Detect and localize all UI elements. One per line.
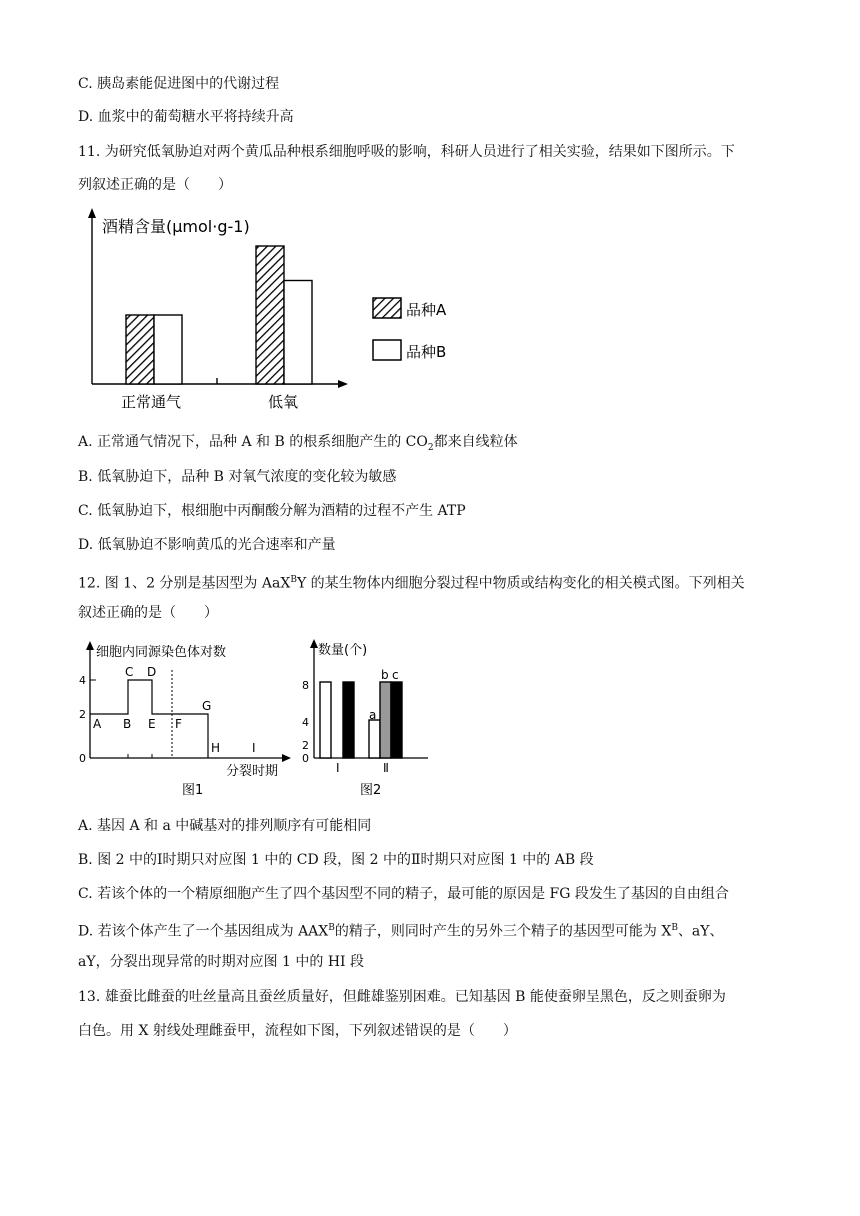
x-label-i: Ⅰ [336, 761, 340, 775]
bar-c-period-1 [343, 682, 354, 758]
figure-1-caption: 图1 [182, 783, 204, 798]
x-axis-arrow [338, 380, 348, 388]
y-axis-arrow [88, 208, 96, 218]
figure-2 [300, 636, 436, 802]
q12-option-c: C. 若该个体的一个精原细胞产生了四个基因型不同的精子，最可能的原因是 FG 段发生了基因的自由组合 [78, 886, 729, 902]
seg-b: B [123, 717, 132, 731]
q11-figure [86, 206, 486, 416]
x-label-normal: 正常通气 [121, 393, 182, 411]
x-label-hypoxia: 低氧 [268, 393, 299, 411]
legend-swatch-b [373, 340, 401, 360]
bar-a-period-2 [369, 720, 380, 758]
question-11-stem-cont: 列叙述正确的是（ ） [78, 177, 232, 193]
q12-option-d-cont: aY，分裂出现异常的时期对应图 1 中的 HI 段 [78, 954, 365, 970]
q12-option-d: D. 若该个体产生了一个基因组成为 $AAX^B$的精子，则同时产生的另外三个精子的基因型可能为 $X^B$、aY、 [78, 923, 724, 940]
bar-variety-a-normal [126, 315, 154, 384]
q11-option-d: D. 低氧胁迫不影响黄瓜的光合速率和产量 [78, 537, 336, 553]
legend-label-b: 品种B [406, 343, 447, 361]
y-tick-0: 0 [302, 752, 309, 765]
option-c-prev: C. 胰岛素能促进图中的代谢过程 [78, 76, 280, 92]
y-tick-2: 2 [79, 708, 86, 721]
bar-b-period-2 [380, 682, 391, 758]
y-axis-label: 数量(个) [318, 643, 368, 658]
alcohol-bar-chart [86, 206, 486, 416]
x-axis-arrow [282, 754, 291, 762]
figure-2-caption: 图2 [360, 783, 382, 798]
y-axis-arrow [86, 641, 94, 650]
bar-a-period-1 [320, 682, 331, 758]
question-12-stem-cont: 叙述正确的是（ ） [78, 605, 218, 621]
legend-swatch-a [373, 298, 401, 318]
y-tick-2: 2 [302, 739, 309, 752]
seg-h: H [211, 741, 221, 755]
q12-option-b: B. 图 2 中的Ⅰ时期只对应图 1 中的 CD 段，图 2 中的Ⅱ时期只对应图 1 中的 AB 段 [78, 852, 594, 868]
seg-c: C [125, 665, 134, 679]
x-label-ii: Ⅱ [383, 761, 389, 775]
q11-option-b: B. 低氧胁迫下，品种 B 对氧气浓度的变化较为敏感 [78, 469, 397, 485]
seg-f: F [175, 717, 182, 731]
y-tick-8: 8 [302, 679, 309, 692]
q11-option-a: A. 正常通气情况下，品种 A 和 B 的根系细胞产生的 $CO_2$都来自线粒体 [78, 434, 518, 453]
y-axis-label: 细胞内同源染色体对数 [96, 645, 227, 660]
y-tick-4: 4 [302, 716, 309, 729]
seg-i: I [252, 741, 256, 755]
question-13-stem: 13. 雄蚕比雌蚕的吐丝量高且蚕丝质量好，但雌雄鉴别困难。已知基因 B 能使蚕卵呈黑色，反之则蚕卵为 [78, 989, 726, 1005]
bar-variety-a-hypoxia [256, 246, 284, 384]
q11-option-c: C. 低氧胁迫下，根细胞中丙酮酸分解为酒精的过程不产生 ATP [78, 503, 466, 519]
y-axis-label: 酒精含量(μmol·g-1) [102, 217, 250, 236]
figure-1 [78, 636, 298, 802]
x-axis-label: 分裂时期 [226, 764, 279, 779]
bar-variety-b-hypoxia [284, 281, 312, 385]
legend-label-a: 品种A [406, 301, 447, 319]
question-11-stem: 11. 为研究低氧胁迫对两个黄瓜品种根系细胞呼吸的影响，科研人员进行了相关实验，结果如下图所示。下 [78, 144, 735, 160]
option-d-prev: D. 血浆中的葡萄糖水平将持续升高 [78, 109, 294, 125]
bar-c-period-2 [391, 682, 402, 758]
seg-e: E [148, 717, 156, 731]
y-axis-arrow [310, 639, 318, 648]
question-12-stem: 12. 图 1、2 分别是基因型为 AaX$^B$Y 的某生物体内细胞分裂过程中物质或结构变化的相关模式图。下列相关 [78, 575, 745, 592]
question-13-stem-cont: 白色。用 X 射线处理雌蚕甲，流程如下图，下列叙述错误的是（ ） [78, 1023, 517, 1039]
seg-g: G [202, 699, 212, 713]
quantity-bar-chart [300, 636, 436, 802]
homolog-pairs-chart [78, 636, 298, 802]
bar-variety-b-normal [154, 315, 182, 384]
seg-d: D [147, 665, 157, 679]
bar-label-b: b [381, 668, 389, 682]
seg-a: A [93, 717, 102, 731]
bar-label-c: c [392, 668, 399, 682]
q12-option-a: A. 基因 A 和 a 中碱基对的排列顺序有可能相同 [78, 818, 372, 834]
y-tick-0: 0 [79, 752, 86, 765]
y-tick-4: 4 [79, 674, 86, 687]
bar-label-a: a [369, 708, 377, 722]
